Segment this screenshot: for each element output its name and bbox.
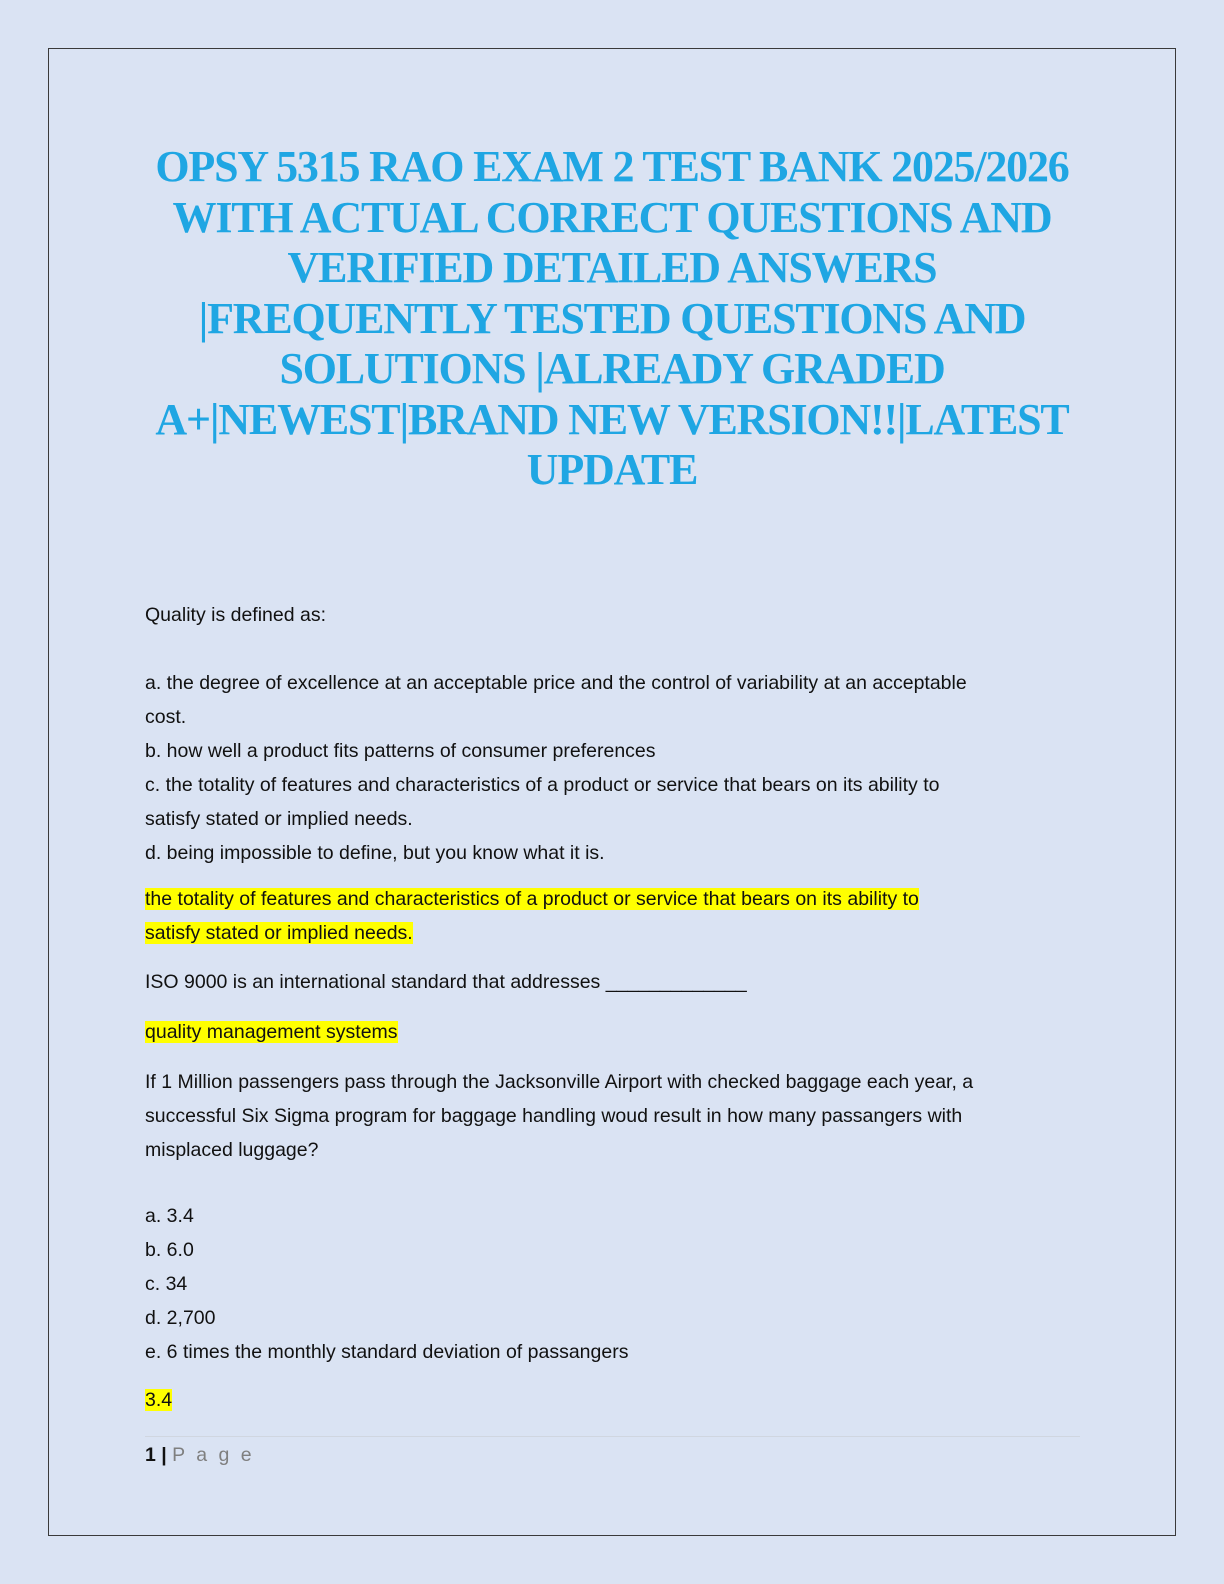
footer-separator: | — [161, 1444, 167, 1466]
page-label: P a g e — [172, 1444, 255, 1466]
option-line: e. 6 times the monthly standard deviation of passangers — [145, 1341, 629, 1363]
option-line: b. how well a product fits patterns of consumer preferences — [145, 740, 656, 762]
option-line: c. the totality of features and characteristics of a product or service that bears on its ability to — [145, 774, 940, 796]
title-line: UPDATE — [526, 445, 698, 494]
page-footer — [145, 1436, 1080, 1469]
option-line: d. 2,700 — [145, 1307, 216, 1329]
page-number: 1 — [145, 1444, 156, 1466]
option-line: b. 6.0 — [145, 1239, 194, 1261]
option-line: cost. — [145, 706, 187, 728]
prompt-line: successful Six Sigma program for baggage handling woud result in how many passangers with — [145, 1105, 963, 1127]
highlighted-answer: satisfy stated or implied needs. — [145, 922, 413, 944]
highlighted-answer: the totality of features and characteristics of a product or service that bears on its ability to — [145, 888, 919, 910]
question-3-prompt — [145, 1065, 1080, 1167]
highlighted-answer: 3.4 — [145, 1389, 173, 1411]
document-title — [120, 142, 1104, 496]
option-line: a. 3.4 — [145, 1205, 194, 1227]
highlighted-answer: quality management systems — [145, 1021, 398, 1043]
question-3-options — [145, 1199, 1080, 1369]
title-line: |FREQUENTLY TESTED QUESTIONS AND — [198, 293, 1026, 343]
question-3-answer — [145, 1383, 1080, 1417]
option-line: a. the degree of excellence at an acceptable price and the control of variability at an acceptable — [145, 672, 967, 694]
title-line: WITH ACTUAL CORRECT QUESTIONS AND — [172, 192, 1052, 242]
title-line: SOLUTIONS |ALREADY GRADED — [279, 344, 945, 393]
prompt-line: misplaced luggage? — [145, 1139, 319, 1161]
question-1-options — [145, 666, 1080, 870]
option-line: d. being impossible to define, but you know what it is. — [145, 842, 605, 864]
prompt-line: If 1 Million passengers pass through the Jacksonville Airport with checked baggage each year, a — [145, 1071, 974, 1093]
question-1-answer — [145, 882, 1080, 950]
option-line: satisfy stated or implied needs. — [145, 808, 413, 830]
question-1-prompt: Quality is defined as: — [145, 604, 327, 626]
question-2-prompt: ISO 9000 is an international standard that addresses _____________ — [145, 971, 747, 993]
title-line: OPSY 5315 RAO EXAM 2 TEST BANK 2025/2026 — [155, 142, 1069, 191]
question-2-answer — [145, 1015, 1080, 1049]
title-line: A+|NEWEST|BRAND NEW VERSION!!|LATEST — [155, 394, 1069, 444]
option-line: c. 34 — [145, 1273, 188, 1295]
title-line: VERIFIED DETAILED ANSWERS — [287, 243, 937, 292]
